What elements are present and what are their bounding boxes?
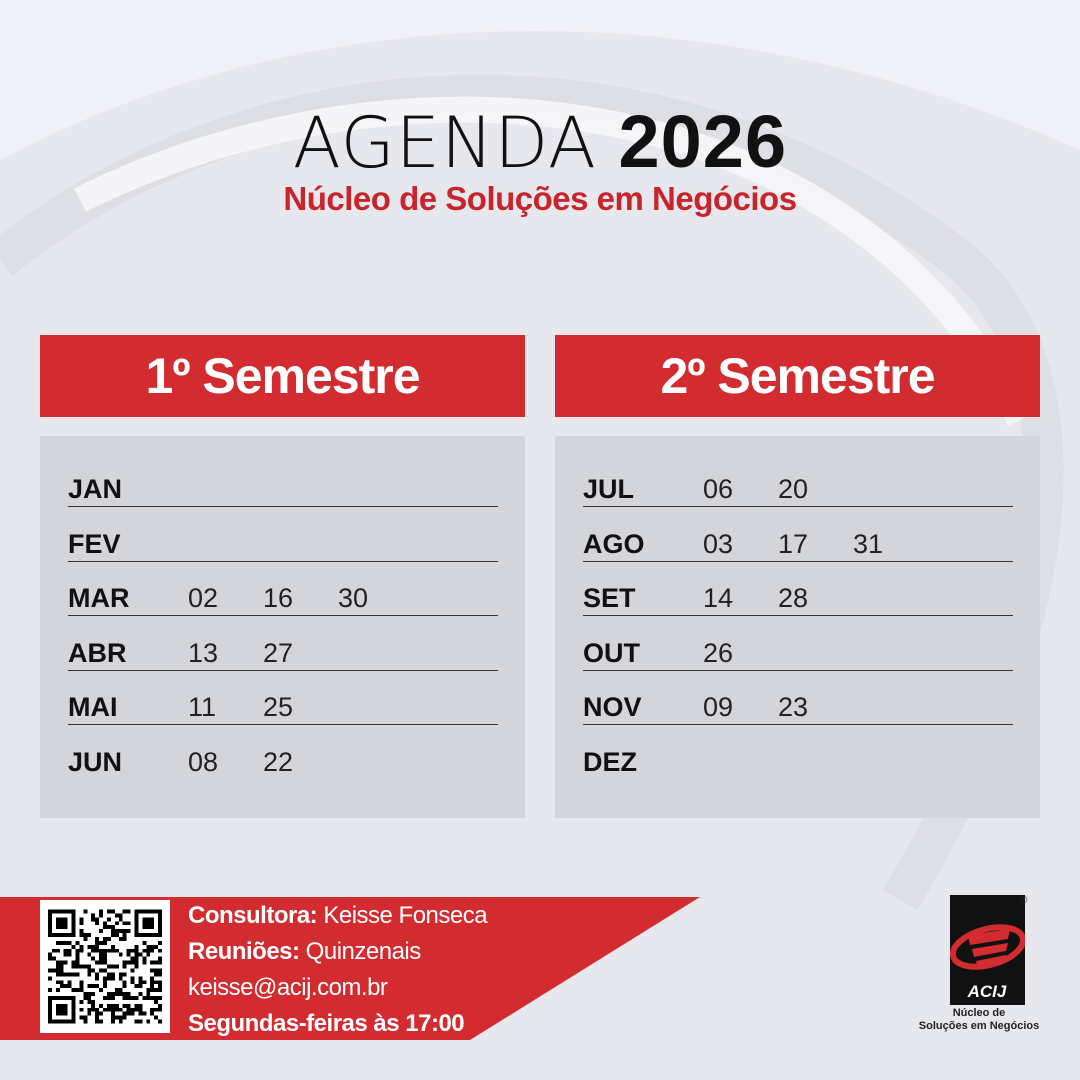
acij-logo bbox=[915, 895, 1045, 1045]
meetings-line bbox=[188, 934, 487, 970]
meeting-date: 27 bbox=[263, 637, 294, 668]
registered-mark: ® bbox=[1020, 895, 1028, 906]
month-name: AGO bbox=[583, 528, 645, 559]
consultant-label: Consultora: bbox=[188, 902, 318, 929]
meeting-date: 17 bbox=[778, 528, 809, 559]
meeting-date: 20 bbox=[778, 474, 809, 504]
meeting-date: 30 bbox=[338, 583, 369, 613]
meetings-label: Reuniões: bbox=[188, 938, 300, 965]
meeting-date: 26 bbox=[703, 637, 734, 668]
meeting-date: 31 bbox=[853, 528, 884, 559]
month-row-jul bbox=[583, 452, 1013, 507]
meeting-date: 03 bbox=[703, 528, 734, 559]
month-row-out bbox=[583, 616, 1013, 671]
month-row-mar bbox=[68, 561, 498, 616]
meeting-date: 23 bbox=[778, 692, 809, 722]
meeting-date: 14 bbox=[703, 583, 734, 613]
month-name: MAI bbox=[68, 692, 118, 722]
month-name: OUT bbox=[583, 637, 640, 668]
meeting-date: 02 bbox=[188, 583, 219, 613]
semester-2-header: 2º Semestre bbox=[555, 335, 1040, 417]
month-name: DEZ bbox=[583, 746, 637, 777]
month-row-set bbox=[583, 561, 1013, 616]
month-name: JUL bbox=[583, 474, 635, 504]
month-name: JAN bbox=[68, 474, 123, 504]
logo-caption bbox=[915, 1007, 1043, 1033]
meeting-date: 13 bbox=[188, 637, 219, 668]
qr-code[interactable] bbox=[40, 900, 170, 1033]
month-row-jan bbox=[68, 452, 498, 507]
month-name: NOV bbox=[583, 692, 642, 722]
logo-caption-line1: Núcleo de bbox=[952, 1007, 1006, 1019]
meeting-date: 09 bbox=[703, 692, 734, 722]
semester-1-header: 1º Semestre bbox=[40, 335, 525, 417]
meetings-value: Quinzenais bbox=[299, 938, 421, 965]
page-title bbox=[0, 100, 1080, 185]
month-row-nov bbox=[583, 670, 1013, 725]
qr-code-icon bbox=[48, 908, 162, 1025]
title-agenda: AGENDA bbox=[292, 102, 597, 184]
semester-1-panel bbox=[40, 436, 525, 818]
contact-email[interactable]: keisse@acij.com.br bbox=[188, 974, 388, 1001]
title-year: 2026 bbox=[618, 100, 788, 183]
month-name: SET bbox=[583, 583, 636, 613]
month-row-jun bbox=[68, 725, 498, 780]
page-subtitle: Núcleo de Soluções em Negócios bbox=[283, 180, 797, 217]
month-name: JUN bbox=[68, 746, 123, 777]
meeting-date: 28 bbox=[778, 583, 809, 613]
meeting-date: 22 bbox=[263, 746, 294, 777]
semester-2-panel bbox=[555, 436, 1040, 818]
acij-logo-icon bbox=[950, 895, 1028, 1005]
meeting-date: 06 bbox=[703, 474, 734, 504]
logo-caption-line2: Soluções em Negócios bbox=[918, 1020, 1040, 1032]
month-name: FEV bbox=[68, 528, 121, 559]
consultant-line bbox=[188, 898, 487, 934]
meeting-schedule: Segundas-feiras às 17:00 bbox=[188, 1010, 465, 1037]
month-row-fev bbox=[68, 507, 498, 562]
month-row-abr bbox=[68, 616, 498, 671]
meeting-date: 08 bbox=[188, 746, 219, 777]
consultant-name: Keisse Fonseca bbox=[317, 902, 488, 929]
month-name: MAR bbox=[68, 583, 130, 613]
month-row-dez bbox=[583, 725, 1013, 780]
footer-info bbox=[188, 898, 487, 1042]
meeting-date: 11 bbox=[188, 692, 217, 722]
month-row-mai bbox=[68, 670, 498, 725]
meeting-date: 16 bbox=[263, 583, 294, 613]
logo-brand-text: ACIJ bbox=[967, 982, 1007, 1001]
month-name: ABR bbox=[68, 637, 127, 668]
month-row-ago bbox=[583, 507, 1013, 562]
meeting-date: 25 bbox=[263, 692, 294, 722]
